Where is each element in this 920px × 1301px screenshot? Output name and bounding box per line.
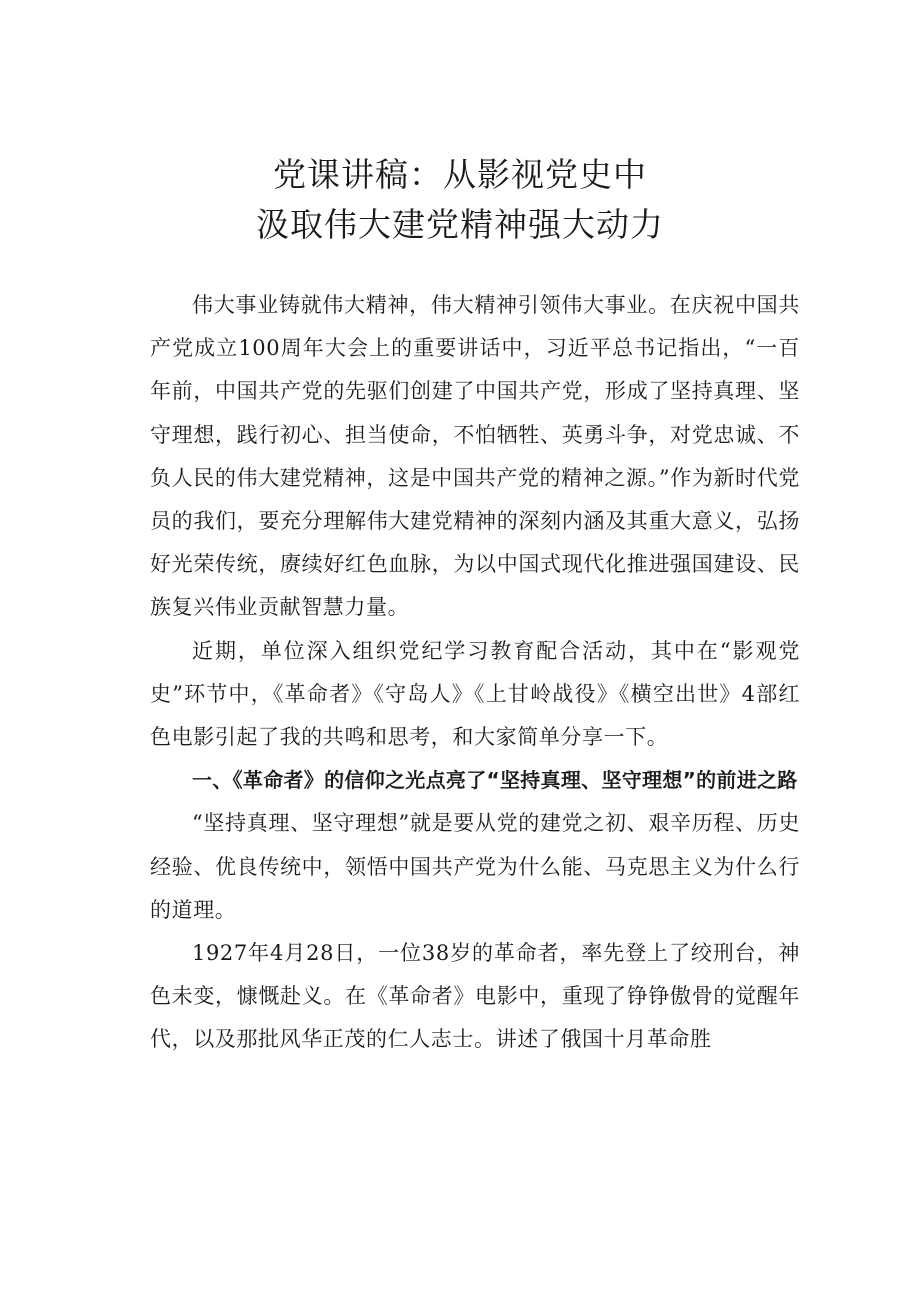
section-heading-1: 一、《革命者》的信仰之光点亮了“坚持真理、坚守理想”的前进之路: [192, 768, 798, 793]
section-paragraph-2: 1927年4月28日，一位38岁的革命者，率先登上了绞刑台，神色未变，慷慨赴义。在《革命者》电影中，重现了铮铮傲骨的觉醒年代，以及那批风华正茂的仁人志士。讲述了俄国十月革命胜: [150, 941, 800, 1052]
title-line-1: 党课讲稿：从影视党史中: [273, 155, 647, 194]
activity-paragraph: 近期，单位深入组织党纪学习教育配合活动，其中在“影观党史”环节中，《革命者》《守岛人》《上甘岭战役》《横空出世》4部红色电影引起了我的共鸣和思考，和大家简单分享一下。: [150, 638, 800, 750]
section-paragraph-1: “坚持真理、坚守理想”就是要从党的建党之初、艰辛历程、历史经验、优良传统中，领悟中国共产党为什么能、马克思主义为什么行的道理。: [150, 811, 800, 922]
title-line-2: 汲取伟大建党精神强大动力: [256, 205, 664, 244]
document-body: [150, 284, 800, 1062]
document-title: [0, 150, 920, 250]
intro-paragraph: 伟大事业铸就伟大精神，伟大精神引领伟大事业。在庆祝中国共产党成立100周年大会上的重要讲话中，习近平总书记指出，“一百年前，中国共产党的先驱们创建了中国共产党，形成了坚持真理、坚守理想，践行初心、担当使命，不怕牺牲、英勇斗争，对党忠诚、不负人民的伟大建党精神，这是中国共产党的精神之源。”作为新时代党员的我们，要充分理解伟大建党精神的深刻内涵及其重大意义，弘扬好光荣传统，赓续好红色血脉，为以中国式现代化推进强国建设、民族复兴伟业贡献智慧力量。: [150, 293, 800, 620]
